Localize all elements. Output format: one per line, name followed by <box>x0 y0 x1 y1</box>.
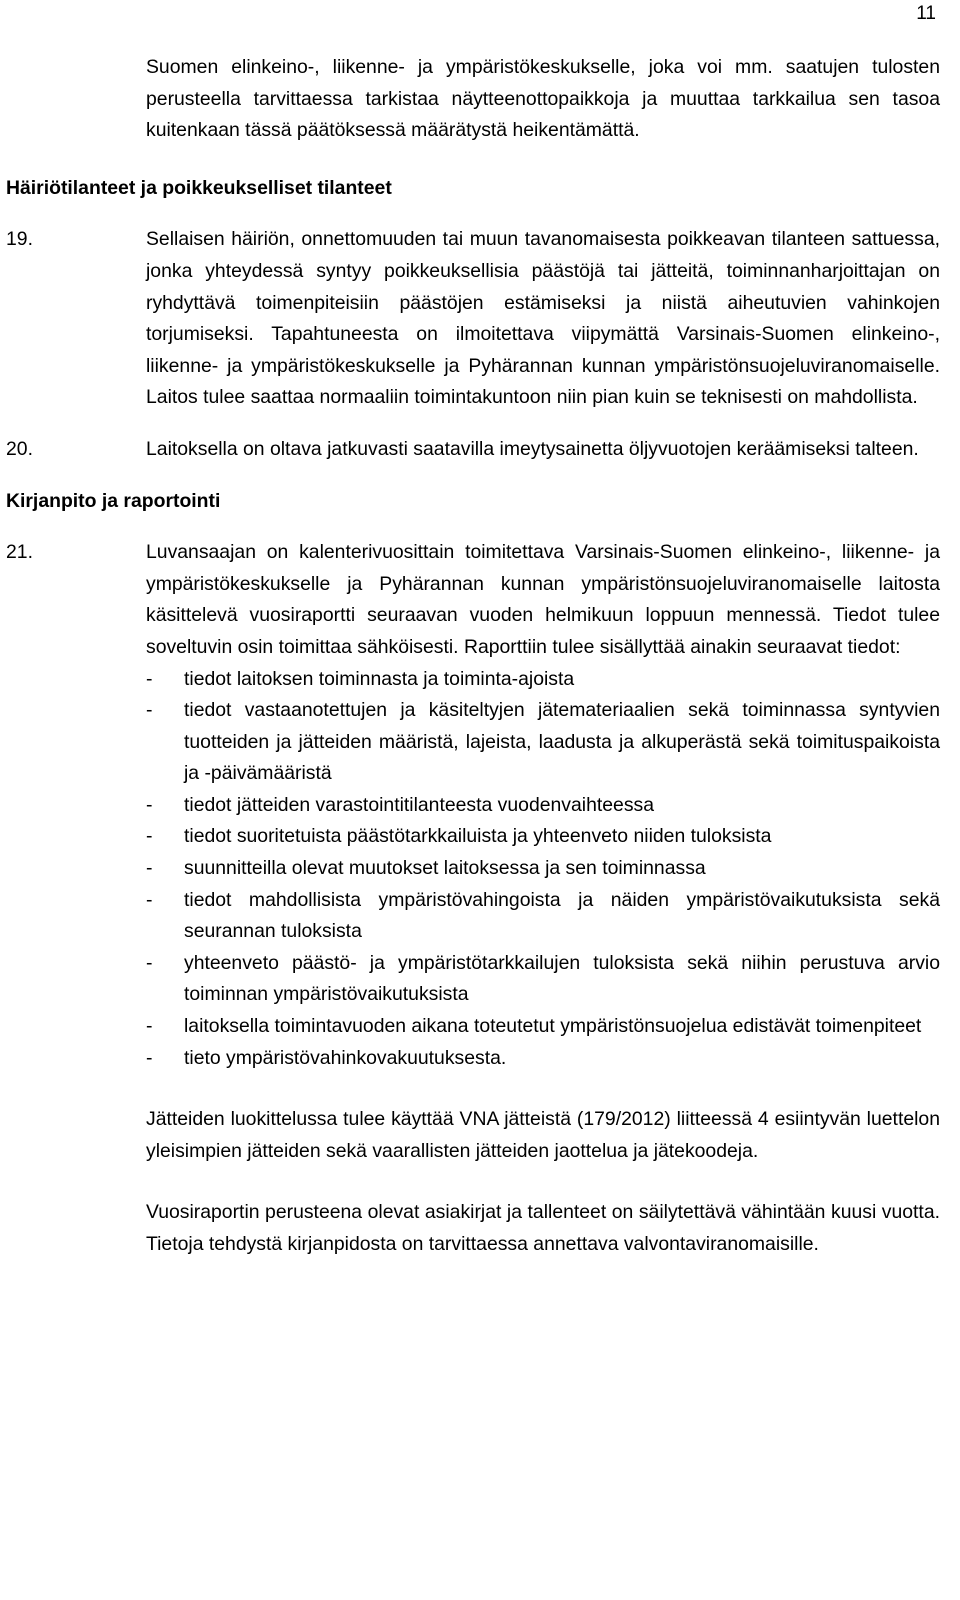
dash-bullet: - <box>146 699 153 722</box>
list-item: - tiedot laitoksen toiminnasta ja toiminta-ajoista <box>146 664 940 696</box>
dash-bullet: - <box>146 667 153 690</box>
dash-bullet: - <box>146 825 153 848</box>
intro-paragraph: Suomen elinkeino-, liikenne- ja ympäristökeskukselle, joka voi mm. saatujen tulosten perusteella tarvittaessa tarkistaa näytteenottopaikkoja ja muuttaa tarkkailua sen tasoa kuitenkaan tässä päätöksessä määrätystä heikentämättä. <box>146 56 940 142</box>
list-item: - laitoksella toimintavuoden aikana toteutetut ympäristönsuojelua edistävät toimenpiteet <box>146 1011 940 1043</box>
paragraph-document-retention: Vuosiraportin perusteena olevat asiakirjat ja tallenteet on säilytettävä vähintään kuusi vuotta. Tietoja tehdystä kirjanpidosta on tarvittaessa annettava valvontaviranomaisille. <box>146 1201 940 1255</box>
numbered-item-19 <box>6 224 940 414</box>
report-contents-list <box>146 664 940 1075</box>
page-content <box>6 52 940 1261</box>
section-heading-disturbances: Häiriötilanteet ja poikkeukselliset tilanteet <box>6 176 392 199</box>
item-number: 19. <box>6 228 33 251</box>
item-number: 20. <box>6 437 33 460</box>
item-text: Laitoksella on oltava jatkuvasti saatavilla imeytysainetta öljyvuotojen keräämiseksi talteen. <box>146 437 919 460</box>
item-body <box>146 537 940 1074</box>
paragraph-waste-classification: Jätteiden luokittelussa tulee käyttää VNA jätteistä (179/2012) liitteessä 4 esiintyvän luettelon yleisimpien jätteiden sekä vaarallisten jätteiden jaottelua ja jätekoodeja. <box>146 1108 940 1162</box>
list-item: - tiedot jätteiden varastointitilanteesta vuodenvaihteessa <box>146 790 940 822</box>
list-item: - yhteenveto päästö- ja ympäristötarkkailujen tuloksista sekä niihin perustuva arvio toiminnan ympäristövaikutuksista <box>146 948 940 1011</box>
dash-bullet: - <box>146 1015 153 1038</box>
list-item: - tiedot vastaanotettujen ja käsiteltyjen jätemateriaalien sekä toiminnassa syntyvien tuotteiden ja jätteiden määristä, lajeista, laadusta ja alkuperästä sekä toimituspaikoista ja -päivämääristä <box>146 695 940 790</box>
list-item: - tieto ympäristövahinkovakuutuksesta. <box>146 1043 940 1075</box>
list-item: - tiedot mahdollisista ympäristövahingoista ja näiden ympäristövaikutuksista sekä seurannan tuloksista <box>146 885 940 948</box>
item-text: Luvansaajan on kalenterivuosittain toimitettava Varsinais-Suomen elinkeino-, liikenne- ja ympäristökeskukselle ja Pyhärannan kunnan ympäristönsuojeluviranomaiselle laitosta käsittelevä vuosiraportti seuraavan vuoden helmikuun loppuun mennessä. Tiedot tulee soveltuvin osin toimittaa sähköisesti. Raporttiin tulee sisällyttää ainakin seuraavat tiedot: <box>146 541 940 658</box>
dash-bullet: - <box>146 1046 153 1069</box>
dash-bullet: - <box>146 951 153 974</box>
numbered-item-21 <box>6 537 940 1074</box>
dash-bullet: - <box>146 888 153 911</box>
section-heading-reporting: Kirjanpito ja raportointi <box>6 489 221 512</box>
dash-bullet: - <box>146 793 153 816</box>
dash-bullet: - <box>146 857 153 880</box>
list-item: - tiedot suoritetuista päästötarkkailuista ja yhteenveto niiden tuloksista <box>146 821 940 853</box>
numbered-item-20 <box>6 434 940 466</box>
page-number: 11 <box>916 3 936 24</box>
list-item: - suunnitteilla olevat muutokset laitoksessa ja sen toiminnassa <box>146 853 940 885</box>
item-number: 21. <box>6 541 33 564</box>
item-text: Sellaisen häiriön, onnettomuuden tai muun tavanomaisesta poikkeavan tilanteen sattuessa, jonka yhteydessä syntyy poikkeuksellisia päästöjä tai jätteitä, toiminnanharjoittajan on ryhdyttävä toimenpiteisiin päästöjen estämiseksi ja niistä aiheutuvien vahinkojen torjumiseksi. Tapahtuneesta on ilmoitettava viipymättä Varsinais-Suomen elinkeino-, liikenne- ja ympäristökeskukselle ja Pyhärannan kunnan ympäristönsuojeluviranomaiselle. Laitos tulee saattaa normaaliin toimintakuntoon niin pian kuin se teknisesti on mahdollista. <box>146 228 940 409</box>
